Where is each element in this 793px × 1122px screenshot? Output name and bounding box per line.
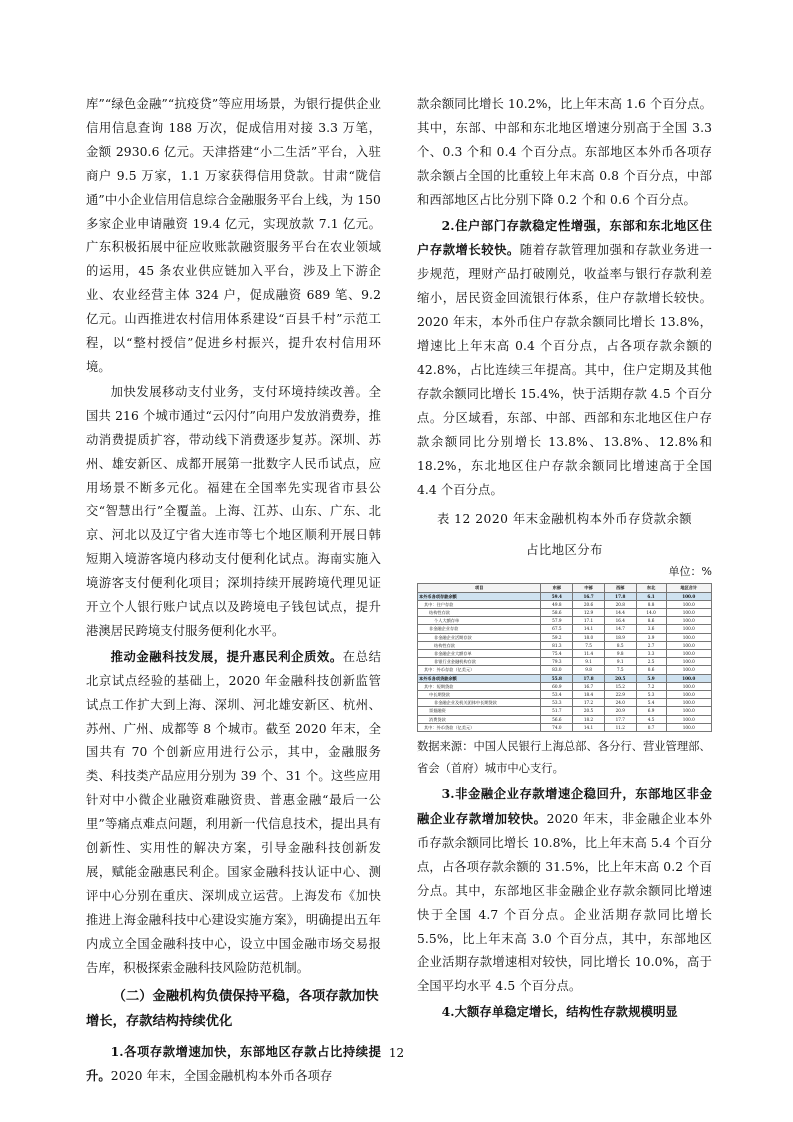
deposit-loan-distribution-table (417, 583, 712, 732)
table-cell: 100.0 (666, 723, 711, 731)
table-header-row (418, 584, 712, 592)
table-header-northeast: 东北 (636, 584, 666, 592)
table-header-central: 中部 (573, 584, 605, 592)
table-title-line-1: 表 12 2020 年末金融机构本外币存贷款余额 (436, 512, 693, 527)
table-row-label: 非银行业金融机构存款 (418, 658, 541, 666)
table-row (418, 650, 712, 658)
table-row-label: 结构性存款 (418, 641, 541, 649)
table-cell: 11.4 (573, 650, 605, 658)
table-cell: 100.0 (666, 592, 711, 600)
table-row (418, 666, 712, 674)
table-cell: 6.1 (636, 592, 666, 600)
table-cell: 9.1 (573, 658, 605, 666)
table-cell: 100.0 (666, 699, 711, 707)
table-row-label: 个人大额存单 (418, 617, 541, 625)
table-cell: 58.6 (541, 609, 573, 617)
table-row (418, 600, 712, 608)
table-cell: 5.3 (636, 691, 666, 699)
table-row (418, 699, 712, 707)
table-cell: 57.9 (541, 617, 573, 625)
table-cell: 4.5 (636, 715, 666, 723)
table-cell: 55.8 (541, 674, 573, 682)
table-row (418, 691, 712, 699)
table-row (418, 682, 712, 690)
right-paragraph-2-lead: 2.住户部门存款稳定性增强，东部和东北地区住户存款增长较快。 (417, 217, 712, 258)
table-cell: 53.4 (541, 691, 573, 699)
right-paragraph-1: 款余额同比增长 10.2%，比上年末高 1.6 个百分点。其中，东部、中部和东北地区增速分别高于全国 3.3 个、0.3 个和 0.4 个百分点。东部地区本外币各项存款余额占全国的比重较上年末高 0.8 个百分点，中部和西部地区占比分别下降 0.2 个和 0.6 个百分点。 (417, 97, 712, 207)
table-row (418, 674, 712, 682)
table-unit: 单位：% (668, 565, 712, 579)
table-row-label: 结构性存款 (418, 609, 541, 617)
table-cell: 53.3 (541, 699, 573, 707)
table-cell: 17.8 (604, 592, 636, 600)
left-paragraph-3 (86, 645, 381, 981)
table-cell: 100.0 (666, 617, 711, 625)
table-source-note: 数据来源：中国人民银行上海总部、各分行、营业管理部、省会（首府）城市中心支行。 (417, 740, 711, 776)
table-header-west: 西部 (604, 584, 636, 592)
left-paragraph-2: 加快发展移动支付业务，支付环境持续改善。全国共 216 个城市通过“云闪付”向用户发放消费券，推动消费提质扩容，带动线下消费逐步复苏。深圳、苏州、雄安新区、成都开展第一批数字人民币试点，应用场景不断多元化。福建在全国率先实现省市县公交“智慧出行”全覆盖。上海、江苏、山东、广东、北京、河北以及辽宁省大连市等七个地区顺利开展日韩短期入境游客境内移动支付便利化试点。海南实施入境游客支付便利化项目；深圳持续开展跨境代理见证开立个人银行账户试点以及跨境电子钱包试点，提升港澳居民跨境支付服务便利化水平。 (86, 384, 381, 638)
table-cell: 16.7 (573, 592, 605, 600)
table-cell: 20.5 (573, 707, 605, 715)
table-cell: 100.0 (666, 666, 711, 674)
table-title-line-2: 占比地区分布 (526, 543, 603, 558)
table-cell: 15.2 (604, 682, 636, 690)
table-cell: 18.9 (604, 633, 636, 641)
left-paragraph-3-body: 在总结北京试点经验的基础上，2020 年金融科技创新监管试点工作扩大到上海、深圳、河北雄安新区、杭州、苏州、广州、成都等 8 个城市。截至 2020 年末，全国共有 70 个创新应用进行公示，其中，金融服务类、科技类产品应用分别为 39 个、31 个。这些应用针对中小微企业融资难融资贵、普惠金融“最后一公里”等痛点难点问题，利用新一代信息技术，提出具有创新性、实用性的解决方案，引导金融科技创新发展，赋能金融惠民利企。国家金融科技认证中心、测评中心分别在重庆、深圳成立运营。上海发布《加快推进上海金融科技中心建设实施方案》，明确提出五年内成立全国金融科技中心，设立中国金融市场交易报告库，积极探索金融科技风险防范机制。 (86, 649, 381, 975)
table-row (418, 641, 712, 649)
table-cell: 14.4 (604, 609, 636, 617)
table-row-label: 其中：外币贷款（亿美元） (418, 723, 541, 731)
table-cell: 7.2 (636, 682, 666, 690)
table-cell: 8.8 (636, 600, 666, 608)
table-cell: 7.5 (604, 666, 636, 674)
table-row-label: 其中：外币存款（亿美元） (418, 666, 541, 674)
table-cell: 14.1 (573, 723, 605, 731)
table-cell: 16.4 (604, 617, 636, 625)
table-cell: 75.4 (541, 650, 573, 658)
table-row-label: 本外币各项贷款余额 (418, 674, 541, 682)
table-cell: 22.9 (604, 691, 636, 699)
right-paragraph-2 (417, 214, 712, 503)
right-paragraph-2-body: 随着存款管理加强和存款业务进一步规范，理财产品打破刚兑，收益率与银行存款利差缩小，居民资金回流银行体系，住户存款增长较快。2020 年末，本外币住户存款余额同比增长 13.8%，增速比上年末高 0.4 个百分点，占各项存款余额的 42.8%，占比连续三年提高。其中，住户定期及其他存款余额同比增长 15.4%，快于活期存款 4.5 个百分点。分区域看，东部、中部、西部和东北地区住户存款余额同比分别增长 13.8%、13.8%、12.8%和 18.2%，东北地区住户存款余额同比增速高于全国 4.4 个百分点。 (417, 243, 712, 497)
table-cell: 5.4 (636, 699, 666, 707)
table-cell: 17.1 (573, 617, 605, 625)
table-cell: 3.6 (636, 625, 666, 633)
table-cell: 8.6 (636, 617, 666, 625)
right-paragraph-3-lead: 3.非金融企业存款增速企稳回升，东部地区非金融企业存款增加较快。 (417, 786, 712, 826)
table-row (418, 592, 712, 600)
left-paragraph-3-lead: 推动金融科技发展，提升惠民利企质效。 (110, 648, 343, 664)
table-cell: 2.5 (636, 658, 666, 666)
table-cell: 5.9 (636, 674, 666, 682)
table-row (418, 617, 712, 625)
table-row (418, 609, 712, 617)
left-paragraph-4-body: 2020 年末，全国金融机构本外币各项存 (110, 1069, 333, 1084)
table-cell: 74.0 (541, 723, 573, 731)
right-paragraph-3 (417, 782, 712, 999)
left-paragraph-1: 库”“绿色金融”“抗疫贷”等应用场景，为银行提供企业信用信息查询 188 万次，促成信用对接 3.3 万笔，金额 2930.6 亿元。天津搭建“小二生活”平台，入驻商户 9.5 万家，1.1 万家获得信用贷款。甘肃“陇信通”中小企业信用信息综合金融服务平台上线，为 150 多家企业申请融资 19.4 亿元，实现放款 7.1 亿元。广东积极拓展中征应收账款融资服务平台在农业领域的运用，45 条农业供应链加入平台，涉及上下游企业、农业经营主体 324 户，促成融资 689 笔、9.2 亿元。山西推进农村信用体系建设“百县千村”示范工程，以“整村授信”促进乡村振兴，提升农村信用环境。 (86, 97, 381, 374)
table-cell: 100.0 (666, 707, 711, 715)
table-cell: 24.0 (604, 699, 636, 707)
table-cell: 100.0 (666, 682, 711, 690)
table-cell: 83.0 (541, 666, 573, 674)
table-header-total: 地区合计 (666, 584, 711, 592)
table-row-label: 中长期贷款 (418, 691, 541, 699)
table-cell: 18.0 (573, 633, 605, 641)
table-cell: 18.2 (573, 715, 605, 723)
table-cell: 81.3 (541, 641, 573, 649)
table-row (418, 633, 712, 641)
table-cell: 20.8 (604, 600, 636, 608)
table-cell: 3.9 (636, 633, 666, 641)
left-column (86, 93, 381, 1090)
table-cell: 100.0 (666, 650, 711, 658)
table-cell: 60.9 (541, 682, 573, 690)
table-cell: 0.6 (636, 666, 666, 674)
table-cell: 100.0 (666, 715, 711, 723)
table-cell: 100.0 (666, 658, 711, 666)
table-row-label: 票据融资 (418, 707, 541, 715)
left-paragraph-4-lead: 1.各项存款增速加快，东部地区存款占比持续提升。 (86, 1043, 381, 1084)
table-cell: 100.0 (666, 674, 711, 682)
table-header-east: 东部 (541, 584, 573, 592)
table-row (418, 658, 712, 666)
table-cell: 17.8 (573, 674, 605, 682)
table-row-label: 消费贷款 (418, 715, 541, 723)
table-cell: 17.2 (573, 699, 605, 707)
table-row (418, 625, 712, 633)
table-cell: 14.1 (573, 625, 605, 633)
table-cell: 3.3 (636, 650, 666, 658)
table-cell: 11.2 (604, 723, 636, 731)
table-row-label: 其中：住户存款 (418, 600, 541, 608)
table-cell: 20.5 (604, 674, 636, 682)
table-cell: 18.4 (573, 691, 605, 699)
table-cell: 20.9 (604, 707, 636, 715)
table-cell: 6.9 (636, 707, 666, 715)
table-cell: 59.4 (541, 592, 573, 600)
table-row-label: 其中：短期贷款 (418, 682, 541, 690)
table-cell: 17.7 (604, 715, 636, 723)
table-cell: 9.1 (604, 658, 636, 666)
section-heading: （二）金融机构负债保持平稳，各项存款加快增长，存款结构持续优化 (86, 988, 379, 1029)
table-cell: 49.8 (541, 600, 573, 608)
table-cell: 16.7 (573, 682, 605, 690)
table-cell: 12.9 (573, 609, 605, 617)
table-cell: 100.0 (666, 691, 711, 699)
table-row-label: 本外币各项存款余额 (418, 592, 541, 600)
table-row-label: 非金融企业及机关团体中长期贷款 (418, 699, 541, 707)
table-cell: 67.5 (541, 625, 573, 633)
table-cell: 14.0 (636, 609, 666, 617)
table-row-label: 非金融企业存款 (418, 625, 541, 633)
right-paragraph-4-lead: 4.大额存单稳定增长，结构性存款规模明显 (441, 1004, 678, 1020)
table-row (418, 723, 712, 731)
table-row-label: 非金融企业活期存款 (418, 633, 541, 641)
table-cell: 0.7 (636, 723, 666, 731)
table-cell: 100.0 (666, 641, 711, 649)
table-cell: 8.5 (604, 641, 636, 649)
table-cell: 9.8 (604, 650, 636, 658)
right-column (417, 93, 712, 1026)
table-cell: 100.0 (666, 609, 711, 617)
table-row (418, 707, 712, 715)
table-header-item: 项目 (418, 584, 541, 592)
table-cell: 100.0 (666, 600, 711, 608)
table-cell: 7.5 (573, 641, 605, 649)
table-cell: 9.8 (573, 666, 605, 674)
table-cell: 56.6 (541, 715, 573, 723)
table-cell: 51.7 (541, 707, 573, 715)
table-cell: 2.7 (636, 641, 666, 649)
page-number: 12 (388, 1046, 405, 1060)
table-cell: 100.0 (666, 625, 711, 633)
right-paragraph-3-body: 2020 年末，非金融企业本外币存款余额同比增长 10.8%，比上年末高 5.4 个百分点，占各项存款余额的 31.5%，比上年末高 0.2 个百分点。其中，东部地区非金融企业存款余额同比增速快于全国 4.7 个百分点。企业活期存款同比增长 5.5%，比上年末高 3.0 个百分点，其中，东部地区企业活期存款增速相对较快，同比增长 10.0%，高于全国平均水平 4.5 个百分点。 (417, 811, 712, 994)
table-body (418, 592, 712, 731)
right-paragraph-4 (417, 1000, 712, 1025)
table-cell: 14.7 (604, 625, 636, 633)
table-cell: 20.6 (573, 600, 605, 608)
table-cell: 100.0 (666, 633, 711, 641)
table-row (418, 715, 712, 723)
table-cell: 59.2 (541, 633, 573, 641)
table-cell: 79.3 (541, 658, 573, 666)
table-row-label: 非金融企业大额存单 (418, 650, 541, 658)
